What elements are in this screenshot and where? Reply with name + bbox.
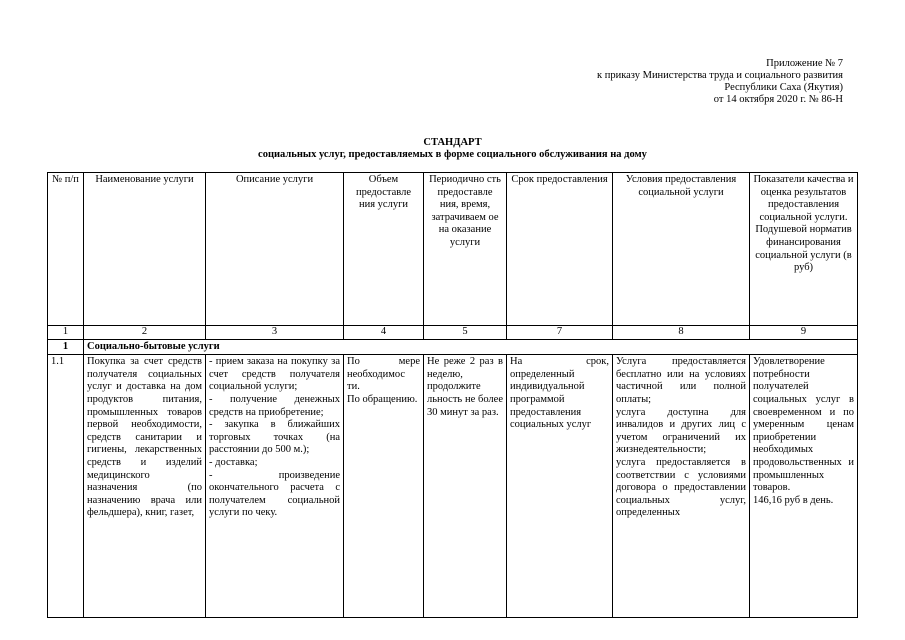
header-cell-description: Описание услуги [206,173,344,326]
header-cell-quality: Показатели качества и оценка результатов предоставления социальной услуги. Подушевой норматив финансирования социальной услуги (в руб) [750,173,858,326]
service-quality [750,355,858,618]
description-item: - закупка в ближайших торговых точках (на расстоянии до 500 м.); [209,419,340,456]
condition-item: услуга доступна для инвалидов и других лиц с учетом ограничений их жизнедеятельности; [616,406,746,456]
column-number: 3 [206,326,344,340]
service-periodicity: Не реже 2 раз в неделю, продолжите льность не более 30 минут за раз. [424,355,507,618]
section-number: 1 [48,339,84,355]
row-number: 1.1 [48,355,84,618]
column-number: 1 [48,326,84,340]
condition-item: Услуга предоставляется бесплатно или на условиях частичной или полной оплаты; [616,356,746,405]
standard-table [47,172,858,618]
quality-item: 146,16 руб в день. [753,494,834,506]
column-number: 5 [424,326,507,340]
column-number: 7 [507,326,613,340]
section-title: Социально-бытовые услуги [84,339,858,355]
appendix-line: Приложение № 7 [766,58,843,69]
document-title: СТАНДАРТ [423,137,482,148]
service-volume [344,355,424,618]
description-item: - получение денежных средств на приобретение; [209,393,340,418]
description-item: - доставка; [209,456,258,468]
document-subtitle: социальных услуг, предоставляемых в форме социального обслуживания на дому [258,149,647,160]
volume-item: По обращению. [347,393,418,405]
header-cell-volume: Объем предоставле ния услуги [344,173,424,326]
quality-item: Удовлетворение потребности получателей социальных услуг в своевременном и по умеренным ценам приобретении необходимых продовольственных и промышленных товаров. [753,356,854,494]
condition-item: услуга предоставляется в соответствии с условиями договора о предоставлении социальных услуг, определенных [616,456,746,519]
description-item: - прием заказа на покупку за счет средств получателя социальной услуги; [209,356,340,393]
table-header-row [48,173,858,326]
service-conditions [613,355,750,618]
section-row [48,339,858,355]
service-description [206,355,344,618]
column-number: 9 [750,326,858,340]
column-number-row [48,326,858,340]
service-name: Покупка за счет средств получателя социальных услуг и доставка на дом продуктов питания, промышленных товаров первой необходимости, средств санитарии и гигиены, лекарственных средств и изделий медицинского назначения (по назначению врача или фельдшера), книг, газет, [84,355,206,618]
header-cell-term: Срок предоставления [507,173,613,326]
volume-item: По мере необходимос ти. [347,356,420,393]
appendix-reference [597,58,843,106]
header-cell-name: Наименование услуги [84,173,206,326]
column-number: 2 [84,326,206,340]
table-row [48,355,858,618]
appendix-line: к приказу Министерства труда и социального развития [596,70,843,81]
header-cell-number: № п/п [48,173,84,326]
column-number: 8 [613,326,750,340]
column-number: 4 [344,326,424,340]
service-term: На срок, определенный индивидуальной программой предоставления социальных услуг [507,355,613,618]
appendix-line: Республики Саха (Якутия) [724,82,843,93]
header-cell-conditions: Условия предоставления социальной услуги [613,173,750,326]
appendix-line: от 14 октября 2020 г. № 86-Н [713,94,843,105]
description-item: - произведение окончательного расчета с получателем социальной услуги по чеку. [209,469,340,519]
header-cell-periodicity: Периодично сть предоставле ния, время, затрачиваем ое на оказание услуги [424,173,507,326]
